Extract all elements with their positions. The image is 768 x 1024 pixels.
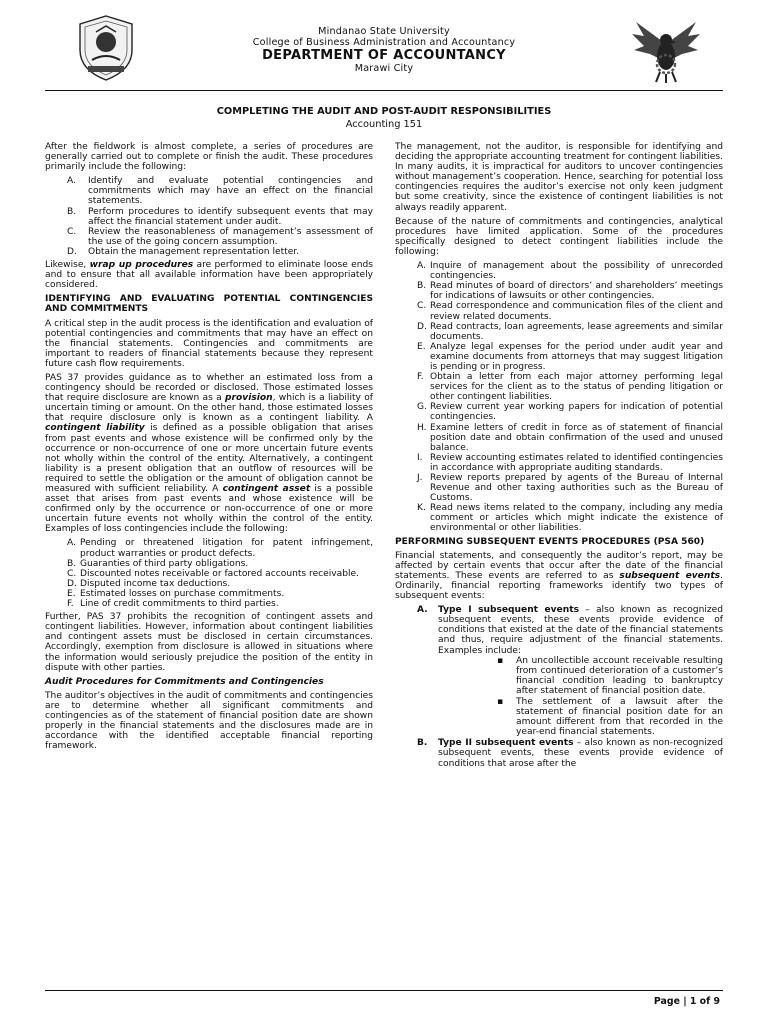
- pas-text-b: , which is a liability of uncertain timing or amount. On the other hand, those estimated losses that require disclosure only is known as a contingent liability. A: [45, 393, 373, 424]
- loss-list-item-text: Discounted notes receivable or factored accounts receivable.: [80, 568, 360, 579]
- intro-list-item: [45, 207, 373, 227]
- procedure-list-item-marker: I.: [417, 452, 423, 463]
- loss-list-item: [45, 569, 373, 579]
- letterhead: [0, 0, 768, 92]
- loss-list-item-text: Disputed income tax deductions.: [80, 578, 231, 589]
- wrap-up-term: wrap up procedures: [89, 260, 194, 271]
- procedure-list-item-marker: B.: [417, 281, 427, 292]
- wrap-pre: Likewise,: [45, 260, 90, 271]
- loss-list-item-marker: B.: [67, 558, 77, 569]
- type-one-term: Type I subsequent events: [438, 605, 580, 616]
- objectives-paragraph: The auditor’s objectives in the audit of commitments and contingencies are to determine whether all significant commitments and contingencies as of the statement of financial position date are shown properly in the financial statements and the disclosures made are in accordance with the identified acceptable financial reporting framework.: [45, 690, 373, 752]
- intro-list-item-text: Review the reasonableness of management’s assessment of the use of the going concern assumption.: [88, 226, 373, 247]
- loss-list-item-marker: E.: [67, 588, 76, 599]
- section-heading-audit-procedures: Audit Procedures for Commitments and Contingencies: [45, 676, 324, 687]
- contingent-asset-term: contingent asset: [222, 484, 311, 494]
- intro-list: [45, 176, 373, 257]
- section-heading-subsequent-events: PERFORMING SUBSEQUENT EVENTS PROCEDURES (PSA 560): [395, 536, 705, 547]
- letterhead-text: [160, 26, 608, 74]
- type-one-item: [395, 605, 723, 737]
- example-list-item: [438, 656, 723, 696]
- header-rule: [45, 90, 723, 91]
- page-current: 1: [689, 996, 697, 1007]
- procedure-list-item: [395, 301, 723, 321]
- footer-rule: [45, 990, 723, 991]
- intro-list-item: [45, 227, 373, 247]
- department-name: DEPARTMENT OF ACCOUNTANCY: [262, 48, 506, 63]
- procedure-list-item-marker: G.: [417, 402, 427, 413]
- page-number: [654, 996, 720, 1007]
- loss-list-item-marker: D.: [67, 578, 77, 589]
- loss-list-item: [45, 559, 373, 569]
- left-column: [45, 142, 373, 755]
- loss-contingency-list: [45, 538, 373, 609]
- loss-list-item: [45, 599, 373, 609]
- bullet-icon: ▪: [497, 696, 504, 707]
- page-separator: |: [679, 996, 690, 1007]
- intro-list-item-text: Identify and evaluate potential contingencies and commitments which may have an effect on the financial statements.: [88, 176, 373, 207]
- pas-text-a: PAS 37 provides guidance as to whether an estimated loss from a contingency should be recorded or disclosed. Those estimated losses that require disclosure are known as a: [45, 372, 373, 404]
- procedure-list-item-marker: F.: [417, 372, 424, 383]
- procedure-list-item: [395, 402, 723, 422]
- loss-list-item-marker: C.: [67, 568, 77, 579]
- procedure-list-item: [395, 322, 723, 342]
- section-heading-contingencies: IDENTIFYING AND EVALUATING POTENTIAL CONTINGENCIES AND COMMITMENTS: [45, 294, 373, 315]
- procedure-list-item: [395, 473, 723, 503]
- loss-list-item-marker: F.: [67, 599, 74, 610]
- right-column: [395, 142, 723, 772]
- procedure-list-item-text: Review reports prepared by agents of the Bureau of Internal Revenue and other taxing authorities such as the Bureau of Customs.: [430, 473, 723, 504]
- provision-term: provision: [225, 393, 273, 404]
- type-one-marker: A.: [417, 605, 428, 616]
- wrap-up-paragraph: [45, 260, 373, 290]
- procedure-list-item-marker: C.: [417, 301, 427, 312]
- intro-list-item: [45, 176, 373, 206]
- type-two-term: Type II subsequent events: [438, 738, 574, 749]
- se-text-b: . Ordinarily, financial reporting frameworks identify two types of subsequent events:: [395, 570, 723, 602]
- further-paragraph: Further, PAS 37 prohibits the recognition of contingent assets and contingent liabilities. However, information about contingent liabilities and contingent assets must be disclosed in certain circumstances. Accordingly, exemption from disclosure is allowed in situations where the information would seriously prejudice the position of the entity in dispute with other parties.: [45, 612, 373, 673]
- type-two-item: [395, 738, 723, 768]
- pas-text-d: is a possible asset that arises from past events and whose existence will be confirmed only by the occurrence or non-occurrence of one or more uncertain future events not wholly within the control of the entity. Examples of loss contingencies include the following:: [45, 484, 373, 535]
- eagle-logo-icon: [630, 14, 702, 84]
- intro-list-item-marker: C.: [67, 226, 77, 237]
- intro-list-item-marker: D.: [67, 246, 77, 257]
- procedure-list-item: [395, 453, 723, 473]
- procedure-list-item: [395, 372, 723, 402]
- procedure-list-item-text: Review accounting estimates related to identified contingencies in accordance with appropriate auditing standards.: [430, 452, 723, 473]
- loss-list-item: [45, 579, 373, 589]
- bullet-icon: ▪: [497, 655, 504, 666]
- procedure-list-item-marker: H.: [417, 422, 427, 433]
- document-title: COMPLETING THE AUDIT AND POST-AUDIT RESPONSIBILITIES: [216, 106, 552, 117]
- subsequent-events-term: subsequent events: [619, 570, 721, 581]
- type-one-text: – also known as recognized subsequent events, these events provide evidence of conditions that existed at the date of the financial statements and thus, require adjustment of the financial statements. Examples include:: [438, 605, 724, 656]
- pas37-paragraph: [45, 373, 373, 535]
- critical-step-paragraph: A critical step in the audit process is the identification and evaluation of potential contingencies and commitments that may have an effect on the financial statements. Contingencies and commitments are important to readers of financial statements because they represent future cash flow requirements.: [45, 318, 373, 369]
- procedure-list-item: [395, 261, 723, 281]
- example-text: The settlement of a lawsuit after the statement of financial position date for an amount different from that recorded in the year-end financial statements.: [516, 696, 723, 738]
- procedure-list-item: [395, 342, 723, 372]
- procedure-list-item-text: Read news items related to the company, including any media comment or articles which might indicate the existence of environmental or other liabilities.: [430, 503, 723, 534]
- procedure-list-item-marker: K.: [417, 503, 426, 514]
- loss-list-item: [45, 589, 373, 599]
- intro-list-item-marker: A.: [67, 176, 76, 187]
- intro-list-item: [45, 247, 373, 257]
- procedure-list-item-text: Read contracts, loan agreements, lease agreements and similar documents.: [430, 321, 723, 342]
- procedure-list-item-marker: E.: [417, 341, 426, 352]
- city-name: Marawi City: [354, 63, 414, 74]
- procedure-list-item-text: Obtain a letter from each major attorney performing legal services for the client as to the status of pending litigation or other contingent liabilities.: [430, 372, 723, 403]
- procedure-list-item-marker: D.: [417, 321, 427, 332]
- loss-list-item-text: Pending or threatened litigation for patent infringement, product warranties or product defects.: [80, 538, 373, 559]
- type-one-examples: [438, 656, 723, 738]
- subsequent-events-paragraph: [395, 551, 723, 601]
- intro-list-item-text: Perform procedures to identify subsequent events that may affect the financial statement under audit.: [88, 206, 373, 227]
- procedure-list-item-marker: A.: [417, 261, 426, 272]
- loss-list-item-marker: A.: [67, 538, 76, 549]
- example-text: An uncollectible account receivable resulting from continued deterioration of a customer’s financial condition leading to bankruptcy after statement of financial position date.: [516, 655, 723, 696]
- procedure-list-item: [395, 503, 723, 533]
- loss-list-item-text: Guaranties of third party obligations.: [80, 558, 249, 569]
- loss-list-item: [45, 538, 373, 558]
- management-paragraph: The management, not the auditor, is responsible for identifying and deciding the appropriate accounting treatment for contingent liabilities. In many audits, it is impractical for auditors to uncover contingencies without management’s cooperation. Hence, searching for potential loss contingencies requires the auditor’s exercise not only keen judgment but some creativity, since the existence of contingent liabilities is not always readily apparent.: [395, 142, 723, 213]
- example-list-item: [438, 697, 723, 737]
- intro-paragraph: After the fieldwork is almost complete, a series of procedures are generally carried out to complete or finish the audit. These procedures primarily include the following:: [45, 142, 373, 173]
- procedure-list-item: [395, 423, 723, 453]
- loss-list-item-text: Line of credit commitments to third parties.: [80, 599, 279, 610]
- loss-list-item-text: Estimated losses on purchase commitments.: [80, 588, 285, 599]
- procedure-list-item: [395, 281, 723, 301]
- procedures-list: [395, 261, 723, 534]
- type-two-marker: B.: [417, 738, 428, 749]
- procedure-list-item-text: Read minutes of board of directors’ and shareholders’ meetings for indications of lawsuits or other contingencies.: [430, 281, 723, 302]
- event-types-list: [395, 605, 723, 769]
- se-text-a: Financial statements, and consequently the auditor’s report, may be affected by certain events that occur after the date of the financial statements. These events are referred to as: [395, 550, 723, 581]
- procedure-list-item-text: Inquire of management about the possibility of unrecorded contingencies.: [430, 261, 723, 282]
- university-seal-icon: [74, 14, 138, 82]
- procedure-list-item-marker: J.: [417, 473, 423, 483]
- procedure-list-item-text: Review current year working papers for indication of potential contingencies.: [430, 402, 723, 423]
- intro-list-item-text: Obtain the management representation letter.: [88, 246, 300, 257]
- college-name: College of Business Administration and Accountancy: [252, 37, 516, 48]
- page-word: Page: [653, 996, 680, 1007]
- pas-text-c: is defined as a possible obligation that arises from past events and whose existence will be confirmed only by the occurrence or non-occurrence of one or more uncertain future events not wholly within the control of the entity. Alternatively, a contingent liability is a present obligation that an outflow of resources will be required to settle the obligation or the amount of obligation cannot be measured with sufficient reliability. A: [45, 423, 373, 494]
- procedure-list-item-text: Analyze legal expenses for the period under audit year and examine documents from attorneys that may suggest litigation is pending or in progress.: [430, 341, 723, 372]
- wrap-post: are performed to eliminate loose ends and to ensure that all available information have been appropriately considered.: [45, 260, 373, 291]
- type-two-text: – also known as non-recognized subsequent events, these events provide evidence of conditions that arose after the: [438, 738, 723, 769]
- contingent-liability-term: contingent liability: [45, 423, 145, 434]
- university-name: Mindanao State University: [318, 26, 450, 37]
- page-total: of 9: [696, 996, 720, 1007]
- analytical-paragraph: Because of the nature of commitments and contingencies, analytical procedures have limited application. Some of the procedures specifically designed to detect contingent liabilities include the following:: [395, 216, 723, 257]
- procedure-list-item-text: Examine letters of credit in force as of statement of financial position date and obtain confirmation of the used and unused balance.: [430, 422, 723, 453]
- procedure-list-item-text: Read correspondence and communication files of the client and review related documents.: [430, 301, 723, 322]
- intro-list-item-marker: B.: [67, 206, 77, 217]
- course-name: Accounting 151: [345, 119, 423, 130]
